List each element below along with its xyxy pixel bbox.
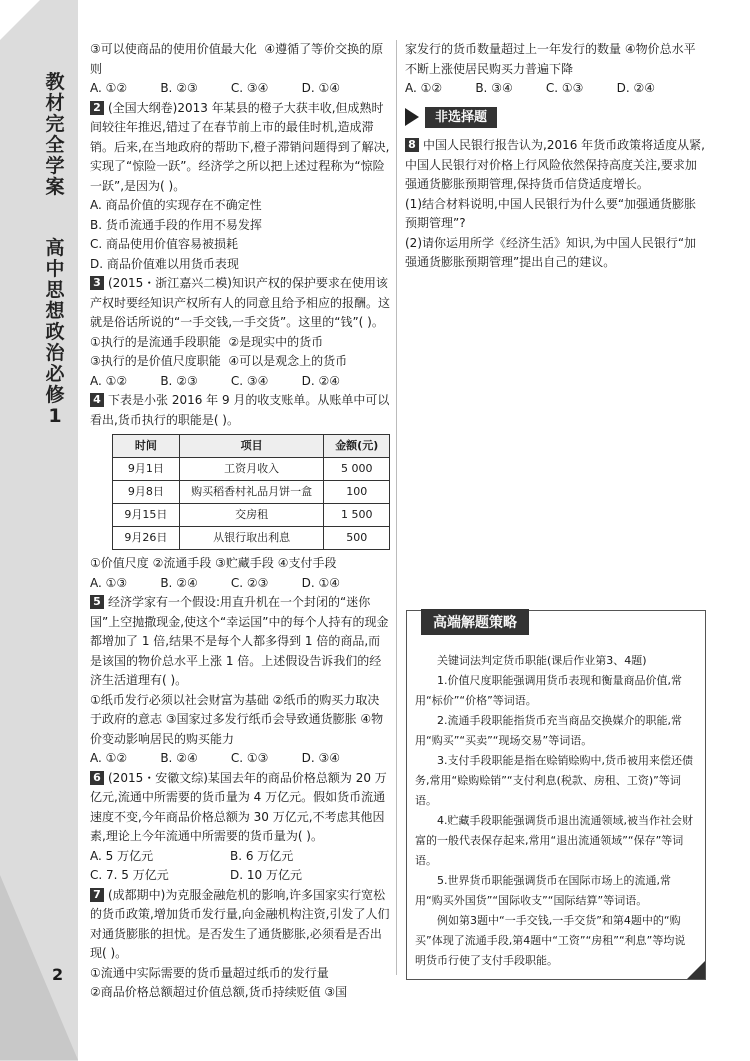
choice-a: A. ①③ bbox=[90, 575, 128, 590]
table-cell: 9月15日 bbox=[113, 504, 180, 527]
q7-text: (成都期中)为克服金融危机的影响,许多国家实行宽松的货币政策,增加货币发行量,向金融机构注资,引发了人们对通货膨胀的担忧。是否发生了通货膨胀,必须看是否出现( )。 bbox=[90, 887, 390, 960]
choice-d: D. ②④ bbox=[616, 81, 655, 95]
table-header: 金额(元) bbox=[324, 435, 390, 458]
q3-choices bbox=[90, 372, 340, 392]
table-header: 时间 bbox=[113, 435, 180, 458]
q4-items: ①价值尺度 ②流通手段 ③贮藏手段 ④支付手段 bbox=[90, 556, 337, 570]
q3-number-badge: 3 bbox=[90, 276, 104, 290]
q7-item1: ①流通中实际需要的货币量超过纸币的发行量 bbox=[90, 965, 329, 980]
q3-items-1 bbox=[90, 333, 390, 353]
q7-continuation: 家发行的货币数量超过上一年发行的数量 ④物价总水平不断上涨使居民购买力普遍下降 bbox=[405, 42, 696, 76]
subject-title: 高中思想政治 必修1 bbox=[45, 237, 65, 427]
table-row bbox=[113, 504, 390, 527]
q7-stem bbox=[90, 886, 390, 964]
choice-c: C. ②③ bbox=[230, 575, 269, 590]
table-header-row bbox=[113, 435, 390, 458]
table-cell: 购买稻香村礼品月饼一盒 bbox=[179, 481, 324, 504]
column-divider bbox=[396, 40, 397, 975]
q8-sub2: (2)请你运用所学《经济生活》知识,为中国人民银行“加强通货膨胀预期管理”提出自己的建议。 bbox=[405, 235, 697, 269]
q3-item4: ④可以是观念上的货币 bbox=[228, 354, 348, 368]
q1-item3: ③可以使商品的使用价值最大化 bbox=[90, 42, 257, 56]
left-column bbox=[90, 40, 390, 1003]
q8-text: 中国人民银行报告认为,2016 年货币政策将适度从紧,中国人民银行对价格上行风险依然保持高度关注,要求加强通货膨胀预期管理,保持货币信贷适度增长。 bbox=[405, 138, 705, 191]
q1-choices bbox=[90, 79, 340, 99]
table-row bbox=[113, 481, 390, 504]
q6-text: (2015・安徽文综)某国去年的商品价格总额为 20 万亿元,流通中所需要的货币量为 4 万亿元。假如货币流通速度不变,今年商品价格总额为 30 万亿元,不考虑其他因素,理论上今年流通中所需要的货币量为( )。 bbox=[90, 770, 387, 843]
q1-item-line bbox=[90, 40, 390, 79]
q2-stem bbox=[90, 99, 390, 197]
q8-number-badge: 8 bbox=[405, 138, 419, 152]
table-cell: 从银行取出利息 bbox=[179, 527, 324, 550]
table-row bbox=[113, 458, 390, 481]
choice-c: C. ③④ bbox=[230, 81, 269, 95]
choice-a: A. ①② bbox=[90, 373, 128, 388]
strategy-paragraph: 2.流通手段职能指货币充当商品交换媒介的职能,常用“购买”“买卖”“现场交易”等词语。 bbox=[415, 714, 682, 747]
q5-text: 经济学家有一个假设:用直升机在一个封闭的“迷你国”上空抛撒现金,使这个“幸运国”中的每个人持有的现金都增加了 1 倍,结果不是每个人都多得到 1 倍的商品,而是该国的物价总水平上涨 1 倍。上述假设告诉我们的经济生活道理有( )。 bbox=[90, 595, 389, 687]
strategy-paragraph: 3.支付手段职能是指在赊销赊购中,货币被用来偿还债务,常用“赊购赊销”“支付利息(税款、房租、工资)”等词语。 bbox=[415, 754, 693, 807]
strategy-body bbox=[415, 651, 695, 971]
strategy-title: 高端解题策略 bbox=[421, 609, 529, 635]
fold-corner bbox=[687, 961, 705, 979]
q2-option-a: A. 商品价值的实现存在不确定性 bbox=[90, 198, 262, 212]
section-header bbox=[405, 107, 705, 129]
q5-choices bbox=[90, 749, 340, 769]
strategy-paragraph: 例如第3题中“一手交钱,一手交货”和第4题中的“购买”体现了流通手段,第4题中“工资”“房租”“利息”等均说明货币行使了支付手段职能。 bbox=[415, 914, 686, 967]
choice-b: B. ②③ bbox=[160, 373, 198, 388]
q8-stem bbox=[405, 136, 705, 195]
table-cell: 工资月收入 bbox=[179, 458, 324, 481]
strategy-heading: 关键词法判定货币职能(课后作业第3、4题) bbox=[437, 654, 647, 667]
q6-choices-row2 bbox=[90, 866, 390, 886]
q6-number-badge: 6 bbox=[90, 771, 104, 785]
q7-item2: ②商品价格总额超过价值总额,货币持续贬值 ③国 bbox=[90, 985, 348, 999]
table-cell: 9月26日 bbox=[113, 527, 180, 550]
sidebar bbox=[0, 0, 78, 1061]
q4-number-badge: 4 bbox=[90, 393, 104, 407]
q2-text: (全国大纲卷)2013 年某县的橙子大获丰收,但成熟时间较往年推迟,错过了在春节前上市的最佳时机,造成滞销。后来,在当地政府的帮助下,橙子滞销问题得到了解决,实现了“惊险一跃”。经济学之所以把上述过程称为“惊险一跃”,是因为( )。 bbox=[90, 100, 390, 193]
table-row bbox=[113, 527, 390, 550]
choice-b: B. 6 万亿元 bbox=[230, 848, 294, 863]
page-number: 2 bbox=[52, 965, 64, 984]
choice-d: D. 10 万亿元 bbox=[230, 868, 302, 882]
q7-number-badge: 7 bbox=[90, 888, 104, 902]
choice-c: C. ①③ bbox=[230, 751, 269, 765]
q4-stem bbox=[90, 391, 390, 430]
table-cell: 9月8日 bbox=[113, 481, 180, 504]
sidebar-corner bbox=[0, 0, 40, 40]
choice-a: A. ①② bbox=[90, 751, 128, 765]
q3-text: (2015・浙江嘉兴二模)知识产权的保护要求在使用该产权时要经知识产权所有人的同意且给予相应的报酬。这就是俗话所说的“一手交钱,一手交货”。这里的“钱”( )。 bbox=[90, 276, 391, 329]
table-cell: 100 bbox=[324, 481, 390, 504]
choice-a: A. ①② bbox=[405, 81, 443, 95]
q2-option-c: C. 商品使用价值容易被损耗 bbox=[90, 237, 239, 251]
choice-d: D. ①④ bbox=[301, 81, 340, 95]
q8-sub1: (1)结合材料说明,中国人民银行为什么要“加强通货膨胀预期管理”? bbox=[405, 196, 697, 230]
play-arrow-icon bbox=[405, 108, 419, 126]
table-cell: 5 000 bbox=[324, 458, 390, 481]
choice-b: B. ③④ bbox=[475, 81, 513, 95]
choice-b: B. ②③ bbox=[160, 81, 198, 95]
choice-d: D. ②④ bbox=[301, 373, 340, 388]
q5-stem bbox=[90, 593, 390, 691]
right-column bbox=[405, 40, 705, 273]
sidebar-fold bbox=[0, 875, 78, 1060]
q4-text: 下表是小张 2016 年 9 月的收支账单。从账单中可以看出,货币执行的职能是( )。 bbox=[90, 393, 390, 427]
table-header: 项目 bbox=[179, 435, 324, 458]
q7-choices bbox=[405, 79, 655, 99]
bill-table bbox=[112, 434, 390, 550]
table-cell: 1 500 bbox=[324, 504, 390, 527]
q3-item2: ②是现实中的货币 bbox=[228, 334, 324, 349]
strategy-paragraph: 5.世界货币职能强调货币在国际市场上的流通,常用“购买外国货”“国际收支”“国际结算”等词语。 bbox=[415, 874, 671, 907]
strategy-paragraph: 4.贮藏手段职能强调货币退出流通领域,被当作社会财富的一般代表保存起来,常用“退出流通领域”“保存”等词语。 bbox=[415, 814, 693, 867]
choice-a: A. 5 万亿元 bbox=[90, 848, 154, 863]
q5-items: ①纸币发行必须以社会财富为基础 ②纸币的购买力取决于政府的意志 ③国家过多发行纸币会导致通货膨胀 ④物价变动影响居民的购买能力 bbox=[90, 692, 384, 746]
q3-stem bbox=[90, 274, 390, 333]
q3-item1: ①执行的是流通手段职能 bbox=[90, 334, 221, 349]
q2-option-d: D. 商品价值难以用货币表现 bbox=[90, 256, 239, 271]
q3-item3: ③执行的是价值尺度职能 bbox=[90, 354, 221, 368]
table-cell: 9月1日 bbox=[113, 458, 180, 481]
choice-d: D. ①④ bbox=[301, 575, 340, 590]
choice-c: C. ①③ bbox=[545, 81, 584, 95]
q4-choices bbox=[90, 574, 340, 594]
strategy-box bbox=[406, 610, 706, 980]
q1-item4: ④遵循了等价交换的原则 bbox=[90, 42, 384, 76]
q3-items-2 bbox=[90, 352, 390, 372]
choice-c: C. 7. 5 万亿元 bbox=[90, 868, 169, 882]
q6-choices-row1 bbox=[90, 847, 390, 867]
table-cell: 500 bbox=[324, 527, 390, 550]
section-title: 非选择题 bbox=[425, 107, 497, 129]
series-title: 教材完全学案 bbox=[45, 71, 65, 198]
choice-c: C. ③④ bbox=[230, 373, 269, 388]
strategy-paragraph: 1.价值尺度职能强调用货币表现和衡量商品价值,常用“标价”“价格”等词语。 bbox=[415, 674, 682, 707]
q2-option-b: B. 货币流通手段的作用不易发挥 bbox=[90, 217, 262, 232]
q5-number-badge: 5 bbox=[90, 595, 104, 609]
choice-a: A. ①② bbox=[90, 81, 128, 95]
choice-d: D. ③④ bbox=[301, 751, 340, 765]
q6-stem bbox=[90, 769, 390, 847]
table-cell: 交房租 bbox=[179, 504, 324, 527]
choice-b: B. ②④ bbox=[160, 751, 198, 765]
choice-b: B. ②④ bbox=[160, 575, 198, 590]
q2-number-badge: 2 bbox=[90, 101, 104, 115]
